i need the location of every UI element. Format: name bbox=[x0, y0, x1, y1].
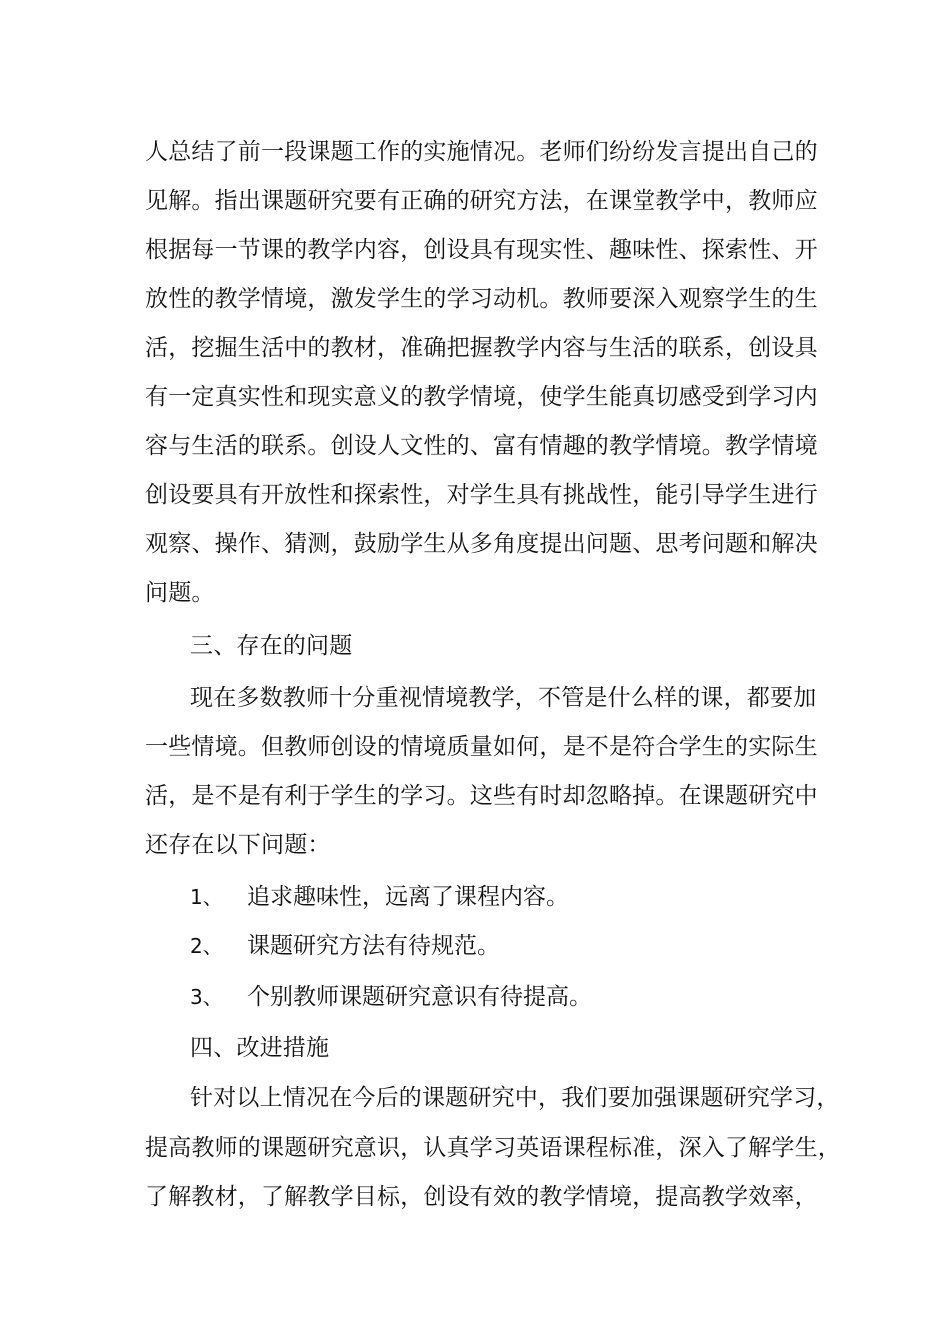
paragraph-line: 了解教材，了解教学目标，创设有效的教学情境，提高教学效率， bbox=[145, 1184, 818, 1210]
paragraph-line: 有一定真实性和现实意义的教学情境，使学生能真切感受到学习内 bbox=[145, 384, 818, 410]
paragraph-line: 观察、操作、猜测，鼓励学生从多角度提出问题、思考问题和解决 bbox=[145, 531, 818, 557]
paragraph-line: 创设要具有开放性和探索性，对学生具有挑战性，能引导学生进行 bbox=[145, 482, 818, 508]
paragraph-line: 针对以上情况在今后的课题研究中，我们要加强课题研究学习， bbox=[190, 1085, 840, 1111]
paragraph-line: 一些情境。但教师创设的情境质量如何，是不是符合学生的实际生 bbox=[145, 734, 818, 760]
paragraph-line: 还存在以下问题： bbox=[145, 832, 331, 858]
list-number: 1、 bbox=[190, 885, 223, 909]
list-number: 3、 bbox=[190, 985, 223, 1009]
paragraph-line: 现在多数教师十分重视情境教学，不管是什么样的课，都要加 bbox=[190, 685, 817, 711]
list-text: 追求趣味性，远离了课程内容。 bbox=[247, 884, 569, 910]
paragraph-line: 提高教师的课题研究意识，认真学习英语课程标准，深入了解学生， bbox=[145, 1135, 841, 1161]
list-number: 2、 bbox=[190, 934, 223, 958]
paragraph-line: 活，是不是有利于学生的学习。这些有时却忽略掉。在课题研究中 bbox=[145, 783, 818, 809]
section-heading: 四、改进措施 bbox=[190, 1035, 330, 1061]
paragraph-line: 见解。指出课题研究要有正确的研究方法，在课堂教学中，教师应 bbox=[145, 188, 818, 214]
list-text: 个别教师课题研究意识有待提高。 bbox=[247, 984, 592, 1010]
paragraph-line: 问题。 bbox=[145, 580, 215, 606]
paragraph-line: 放性的教学情境，激发学生的学习动机。教师要深入观察学生的生 bbox=[145, 286, 818, 312]
list-text: 课题研究方法有待规范。 bbox=[247, 933, 500, 959]
paragraph-line: 人总结了前一段课题工作的实施情况。老师们纷纷发言提出自己的 bbox=[145, 139, 818, 165]
paragraph-line: 活，挖掘生活中的教材，准确把握教学内容与生活的联系，创设具 bbox=[145, 335, 818, 361]
paragraph-line: 根据每一节课的教学内容，创设具有现实性、趣味性、探索性、开 bbox=[145, 237, 818, 263]
section-heading: 三、存在的问题 bbox=[190, 633, 353, 659]
paragraph-line: 容与生活的联系。创设人文性的、富有情趣的教学情境。教学情境 bbox=[145, 433, 818, 459]
